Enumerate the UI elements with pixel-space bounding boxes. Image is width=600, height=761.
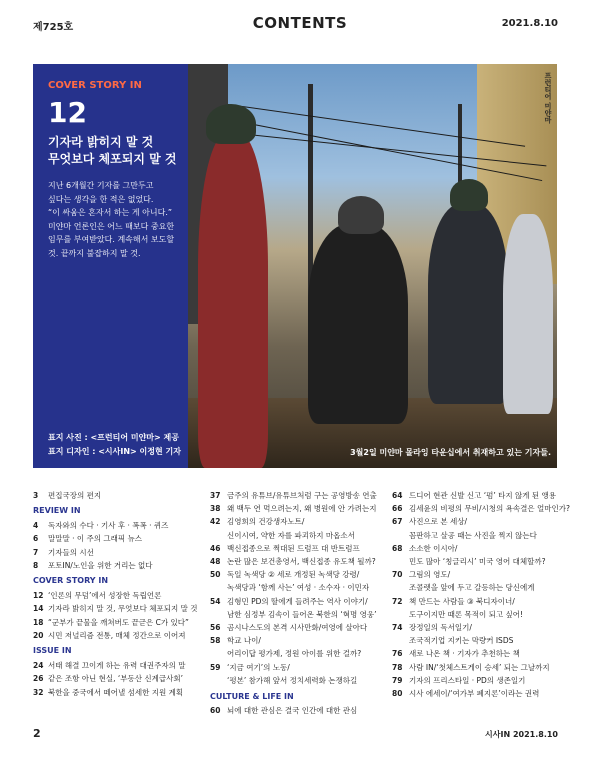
photo-helmet	[206, 104, 256, 144]
toc-entry-title: 드디어 현관 신발 신고 ‘펌’ 타지 않게 된 앵용	[409, 491, 557, 500]
toc-entry-page: 67	[392, 517, 403, 527]
cover-photo-credit: 표지 사진 : <프런티어 미얀마> 제공	[48, 433, 179, 442]
toc-entry-page: 42	[210, 517, 221, 527]
toc-entry-page: 80	[392, 689, 403, 698]
toc-entry-page: 20	[33, 631, 44, 640]
toc-entry-title: 북한을 중국에서 떼어낼 섬세한 지원 계획	[48, 687, 184, 697]
toc-entry-title: 새로 나온 책 · 기자가 추천하는 책	[409, 649, 520, 659]
cover-story-label: COVER STORY IN	[48, 80, 142, 91]
summary-line: 싶다는 생각을 한 적은 없었다.	[48, 194, 154, 204]
toc-entry-title: 기자라 밝히지 말 것, 무엇보다 체포되지 말 것	[48, 604, 198, 614]
summary-line: 지난 6개월간 기자를 그만두고	[48, 181, 154, 190]
toc-entry-page: 58	[210, 636, 221, 646]
cover-story-summary	[48, 179, 183, 260]
toc-entry-page: 50	[210, 570, 221, 580]
toc-entry-page: 37	[210, 491, 221, 500]
toc-entry-title: 꼼판하고 살공 때는 사진을 찍지 않는다	[409, 530, 537, 540]
toc-entry-title: 왜 백두 연 먹으려는지, 왜 병원에 안 가려는지	[227, 504, 377, 514]
toc-section-heading: ISSUE IN	[33, 646, 72, 656]
summary-line: 미얀마 언론인은 어느 때보다 중요한	[48, 221, 175, 231]
toc-entry-title: 학교 나이/	[227, 636, 261, 646]
toc-entry-page: 74	[392, 623, 403, 632]
photo-source: 프런티어 미얀마	[544, 72, 552, 124]
toc-entry-title: ‘지금 여기’의 노동/	[227, 662, 290, 672]
summary-line: “이 싸움은 혼자서 하는 게 아니다.”	[48, 208, 173, 217]
toc-entry-page: 79	[392, 675, 403, 685]
toc-entry-page: 76	[392, 649, 403, 659]
toc-section-heading: COVER STORY IN	[33, 576, 109, 586]
toc-entry-page: 46	[210, 543, 221, 553]
headline-line-1: 기자라 밝히지 말 것	[48, 135, 154, 149]
cover-story-panel	[33, 64, 188, 468]
toc-entry-title: 독자와의 수다 · 기사 후 · 폭폭 · 퀴즈	[48, 520, 169, 530]
toc-section-heading: CULTURE & LIFE IN	[210, 692, 294, 701]
toc-entry-title: 녹색당과 ‘함께 사는’ 여성 · 소수자 · 이민자	[227, 583, 370, 593]
toc-entry-page: 24	[33, 660, 44, 670]
toc-entry-page: 64	[392, 491, 403, 500]
toc-entry-title: 시사 에세이/‘여가부 폐지론’이라는 권력	[409, 689, 540, 698]
toc-entry-title: 기자의 프리스타일 · PD의 생존일기	[409, 675, 526, 685]
toc-entry-page: 38	[210, 504, 221, 514]
cover-photo	[188, 64, 557, 468]
toc-entry-page: 54	[210, 596, 221, 606]
toc-entry-page: 6	[33, 534, 39, 544]
page-title: CONTENTS	[252, 14, 348, 32]
toc-entry-title: “군부가 끝물을 깨쳐버도 끝귿은 C가 있다”	[48, 617, 189, 627]
cover-design-credit: 표지 디자인 : <시사IN> 이정현 기자	[48, 447, 181, 456]
toc-entry-title: 말말말 · 이 주의 그래픽 뉴스	[48, 534, 142, 544]
toc-entry-title: 기자들의 시선	[48, 547, 94, 557]
toc-entry-page: 59	[210, 662, 221, 672]
toc-entry-page: 56	[210, 623, 221, 632]
toc-entry-title: 사진으로 본 세상/	[409, 517, 468, 527]
toc-entry-title: 같은 조항 아닌 현실, ‘부동산 신계급사회’	[48, 674, 183, 684]
toc-entry-title: 시민 저널리즘 전통, 매체 정간으로 이어져	[48, 631, 186, 640]
toc-entry-title: 논란 많은 보건총영서, 백신접종 유도책 될까?	[227, 557, 376, 566]
toc-entry-page: 18	[33, 617, 44, 627]
photo-helmet	[338, 196, 384, 234]
photo-reporter	[198, 134, 268, 468]
toc-entry-page: 48	[210, 557, 221, 566]
toc-entry-title: 김형민 PD의 딸에게 들려주는 역사 이야기/	[227, 596, 368, 606]
toc-entry-page: 32	[33, 687, 44, 697]
toc-entry-page: 3	[33, 491, 39, 500]
toc-entry-title: 사람 IN/‘첫체스트게이 승세’ 되는 그날까지	[409, 662, 550, 672]
toc-entry-page: 66	[392, 504, 403, 514]
toc-entry-title: ‘인론의 무덤’에서 성장한 독립언론	[48, 590, 162, 600]
toc-entry-title: 조콜렛을 앞에 두고 갈등하는 당신에게	[409, 583, 535, 593]
toc-entry-title: 서태 해결 끄이게 하는 유력 대권주자의 말	[48, 660, 186, 670]
toc-entry-title: 편집국장의 편지	[48, 491, 102, 500]
toc-entry-page: 68	[392, 543, 403, 553]
page-number: 2	[33, 727, 41, 740]
toc-entry-title: 금주의 유튜브/유튜브처럼 구는 공영방송 연출	[227, 491, 377, 500]
cover-story-page-number: 12	[48, 96, 87, 129]
toc-entry-title: 장정일의 독서일기/	[409, 623, 472, 632]
toc-entry-page: 70	[392, 570, 403, 580]
photo-caption: 3월2일 미얀마 몰라잉 타운십에서 취재하고 있는 기자들.	[350, 448, 551, 457]
cover-story-block	[33, 64, 557, 468]
issue-number: 제725호	[33, 22, 74, 33]
toc-section-heading: REVIEW IN	[33, 506, 81, 516]
toc-entry-page: 4	[33, 520, 39, 530]
toc-entry-page: 26	[33, 674, 44, 684]
toc-entry-title: 민도 많아 ‘칭글리시’ 미국 영어 대체할까?	[409, 557, 546, 566]
toc-entry-title: 소소한 이시아/	[409, 543, 458, 553]
toc-entry-page: 72	[392, 596, 403, 606]
toc-entry-title: 곰시나스도의 본격 시사만화/여영에 살아다	[227, 623, 368, 632]
toc-entry-title: 김영희의 건강생자노트/	[227, 517, 305, 527]
issue-date: 2021.8.10	[501, 18, 558, 29]
toc-entry-title: 독일 녹색당 ② 세로 개정된 녹색당 강령/	[227, 570, 360, 580]
photo-reporter	[428, 204, 508, 404]
photo-helmet	[450, 179, 488, 211]
toc-entry-title: 포토IN/노인을 위한 거리는 없다	[48, 561, 153, 570]
toc-entry-title: 조국적기업 지키는 막량커 ISDS	[409, 636, 514, 646]
toc-entry-page: 8	[33, 561, 39, 570]
toc-entry-title: 뇌에 대한 관심은 결국 인간에 대한 관심	[227, 706, 358, 716]
page-header	[0, 12, 600, 36]
photo-reporter	[308, 224, 408, 424]
toc-entry-title: 책 만드는 사람들 ③ 북디자이너/	[409, 596, 515, 606]
toc-entry-page: 60	[210, 706, 221, 716]
toc-entry-page: 14	[33, 604, 44, 614]
toc-entry-title: 김세윤의 비평의 무비/시청의 욕속결은 얼마인가?	[409, 504, 570, 514]
toc-entry-title: 도구이지만 때론 목적이 되고 싶어!	[409, 609, 523, 619]
cover-story-headline	[48, 134, 183, 168]
toc-entry-page: 12	[33, 590, 44, 600]
toc-entry-title: 신이시여, 약한 자를 파괴하지 마옵소서	[227, 530, 355, 540]
toc-entry-title: ‘평본’ 참가해 앞서 정치세력화 논쟁하길	[227, 675, 358, 685]
footer-publication: 시사IN 2021.8.10	[485, 730, 558, 739]
summary-line: 임무를 부여받았다. 계속해서 보도할	[48, 235, 175, 244]
toc-entry-page: 78	[392, 662, 403, 672]
headline-line-2: 무엇보다 체포되지 말 것	[48, 152, 177, 166]
toc-entry-title: 그림의 영도/	[409, 570, 451, 580]
toc-entry-title: 백신접종으로 쩍대된 드럼프 대 반트럼프	[227, 543, 360, 553]
summary-line: 것. 끝까지 불잡하지 말 것.	[48, 248, 141, 258]
toc-entry-page: 7	[33, 547, 39, 557]
toc-entry-title: 어리이답 평가제, 정원 아이를 위한 걸까?	[227, 649, 362, 659]
toc-entry-title: 남한 심정부 김속이 들어온 북한의 ‘혁명 영웅’	[227, 609, 377, 619]
photo-reporter	[503, 214, 553, 414]
